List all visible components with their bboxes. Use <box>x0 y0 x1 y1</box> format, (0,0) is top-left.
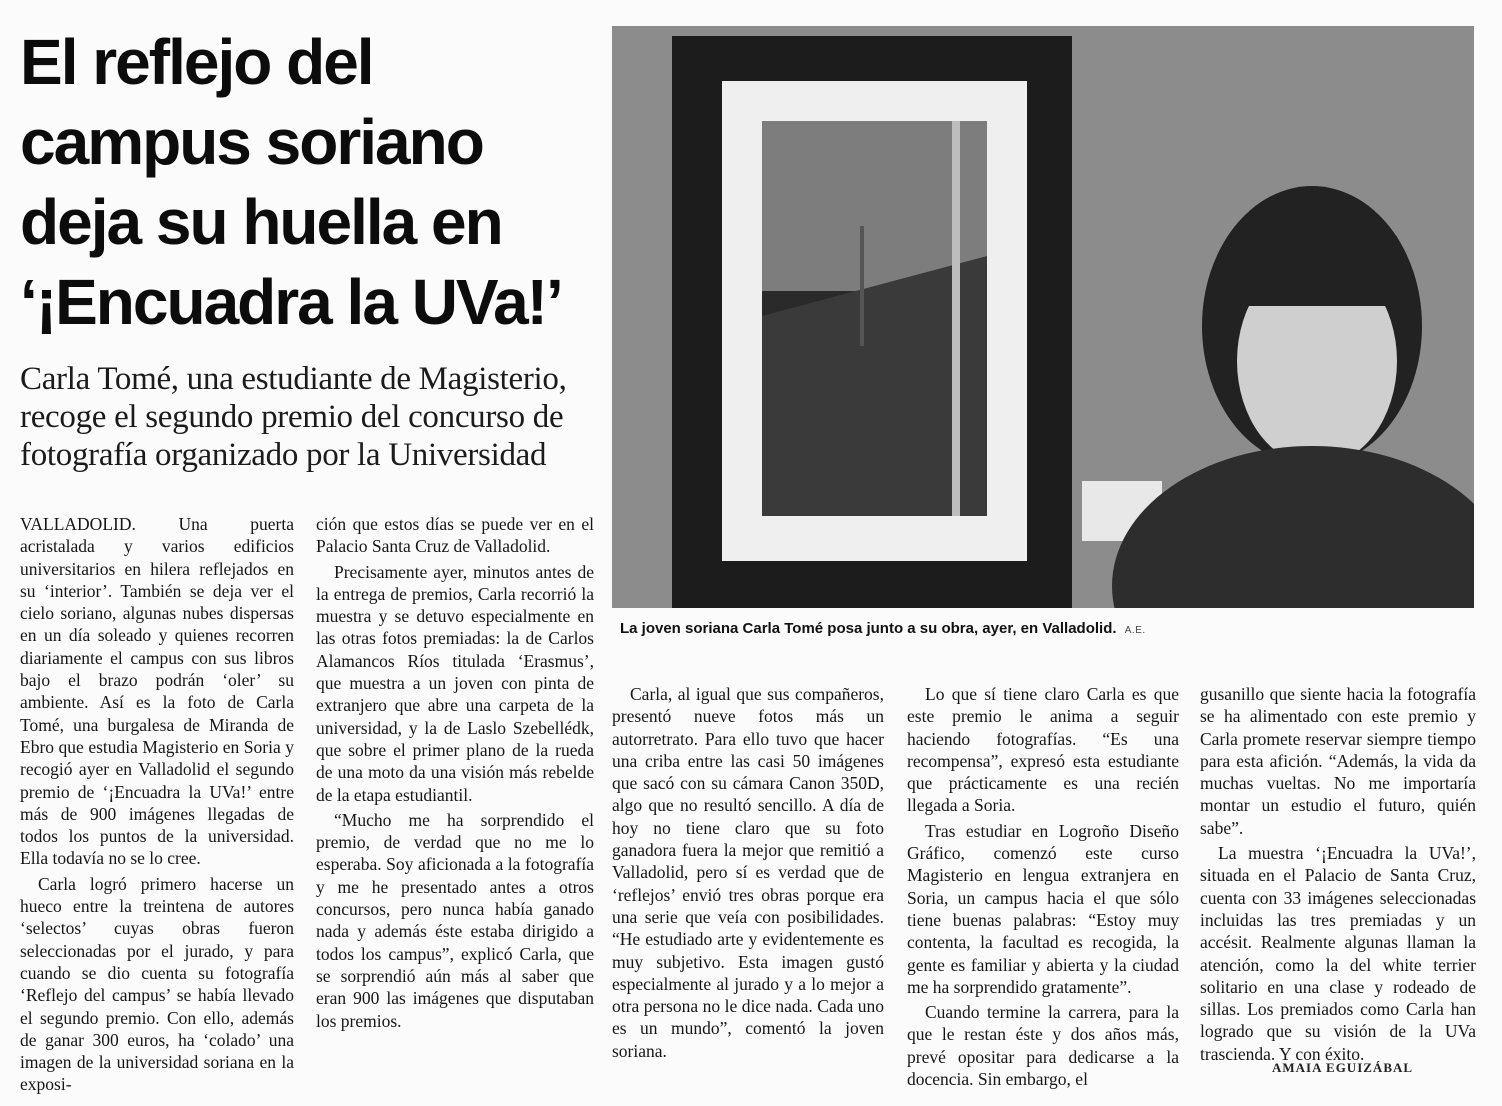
headline-line: El reflejo del <box>20 26 373 98</box>
paragraph: Carla, al igual que sus compañeros, presentó nueve fotos más un autorretrato. Para ello tuvo que hacer una criba entre las casi 50 imágenes que sacó con su cámara Canon 350D, algo que no resultó sencillo. A día de hoy no tiene claro que su foto ganadora fuera la mejor que remitió a Valladolid, pero sí es verdad que de ‘reflejos’ envió tres obras porque era una serie que veía con posibilidades. “He estudiado arte y evidentemente es muy subjetivo. Esta imagen gustó especialmente al jurado y a lo mejor a otra persona no le dice nada. Cada uno es un mundo”, comentó la joven soriana. <box>612 684 884 1061</box>
article-column-3 <box>612 683 884 1062</box>
paragraph: Tras estudiar en Logroño Diseño Gráfico, comenzó este curso Magisterio en lengua extranjera en Soria, un campus hacia el que sólo tiene buenas palabras: “Estoy muy contenta, la facultad es recogida, la gente es familiar y abierta y la ciudad me ha sorprendido gratamente”. <box>907 820 1179 997</box>
paragraph-text: Una puerta acristalada y varios edificios universitarios en hilera reflejados en su ‘interior’. También se deja ver el cielo soriano, algunas nubes dispersas en un día soleado y quienes recorren diariamente el campus con sus libros bajo el brazo podrán ‘oler’ su ambiente. Así es la foto de Carla Tomé, una burgalesa de Miranda de Ebro que estudia Magisterio en Soria y recogió ayer en Valladolid el segundo premio de ‘¡Encuadra la UVa!’ entre más de 900 imágenes llegadas de todos los puntos de la universidad. Ella todavía no se lo cree. <box>20 514 294 869</box>
article-column-2 <box>316 513 594 1032</box>
subhead-line: recoge el segundo premio del concurso de <box>20 399 564 435</box>
paragraph: gusanillo que siente hacia la fotografía se ha alimentado con este premio y Carla promete reservar siempre tiempo para esta afición. “Además, la vida da muchas vueltas. No me importaría montar un estudio el futuro, quién sabe”. <box>1200 684 1476 838</box>
photo-illustration <box>612 26 1474 608</box>
headline-line: ‘¡Encuadra la UVa!’ <box>20 266 562 338</box>
caption-text: La joven soriana Carla Tomé posa junto a su obra, ayer, en Valladolid. <box>620 620 1117 637</box>
article-column-4 <box>907 683 1179 1090</box>
paragraph <box>20 513 294 870</box>
article-column-1 <box>20 513 294 1096</box>
headline-line: campus soriano <box>20 106 483 178</box>
byline: AMAIA EGUIZÁBAL <box>1272 1060 1414 1075</box>
subheadline <box>20 360 595 474</box>
subhead-line: Carla Tomé, una estudiante de Magisterio, <box>20 361 567 397</box>
paragraph: Lo que sí tiene claro Carla es que este premio le anima a seguir haciendo fotografías. “Es una recompensa”, expresó esta estudiante que prácticamente es una recién llegada a Soria. <box>907 684 1179 816</box>
paragraph: Precisamente ayer, minutos antes de la entrega de premios, Carla recorrió la muestra y se detuvo especialmente en las otras fotos premiadas: la de Carlos Alamancos Ríos titulada ‘Erasmus’, que muestra a un joven con pinta de extranjero que abre una carpeta de la universidad, y la de Laslo Szebellédk, que sobre el primer plano de la rueda de una moto da una visión más rebelde de la etapa estudiantil. <box>316 561 594 805</box>
photo-credit: A.E. <box>1124 625 1146 636</box>
dateline: VALLADOLID. <box>20 514 136 534</box>
headline <box>20 22 595 342</box>
paragraph: ción que estos días se puede ver en el Palacio Santa Cruz de Valladolid. <box>316 514 594 557</box>
headline-line: deja su huella en <box>20 186 502 258</box>
paragraph: “Mucho me ha sorprendido el premio, de verdad que no me lo esperaba. Soy aficionada a la fotografía y me he presentado antes a otros concursos, pero nunca había ganado nada y además éste estaba dirigido a todos los campus”, explicó Carla, que se sorprendió aún más al saber que eran 900 las imágenes que disputaban los premios. <box>316 809 594 1031</box>
subhead-line: fotografía organizado por la Universidad <box>20 437 547 473</box>
paragraph: Cuando termine la carrera, para la que le restan éste y dos años más, prevé opositar para dedicarse a la docencia. Sin embargo, el <box>907 1002 1179 1090</box>
paragraph: La muestra ‘¡Encuadra la UVa!’, situada en el Palacio de Santa Cruz, cuenta con 33 imágenes seleccionadas incluidas las tres premiadas y un accésit. Realmente algunas llaman la atención, como la del white terrier solitario en una clase y rodeado de sillas. Los premiados como Carla han logrado que su visión de la UVa trascienda. Y con éxito. <box>1200 843 1476 1064</box>
article-photo <box>612 26 1474 608</box>
photo-caption <box>620 620 1146 637</box>
article-column-5 <box>1200 683 1476 1065</box>
paragraph: Carla logró primero hacerse un hueco entre la treintena de autores ‘selectos’ cuyas obras fueron seleccionadas por el jurado, y para cuando se dio cuenta su fotografía ‘Reflejo del campus’ se había llevado el segundo premio. Con ello, además de ganar 300 euros, ha ‘colado’ una imagen de la universidad soriana en la exposi- <box>20 873 294 1095</box>
